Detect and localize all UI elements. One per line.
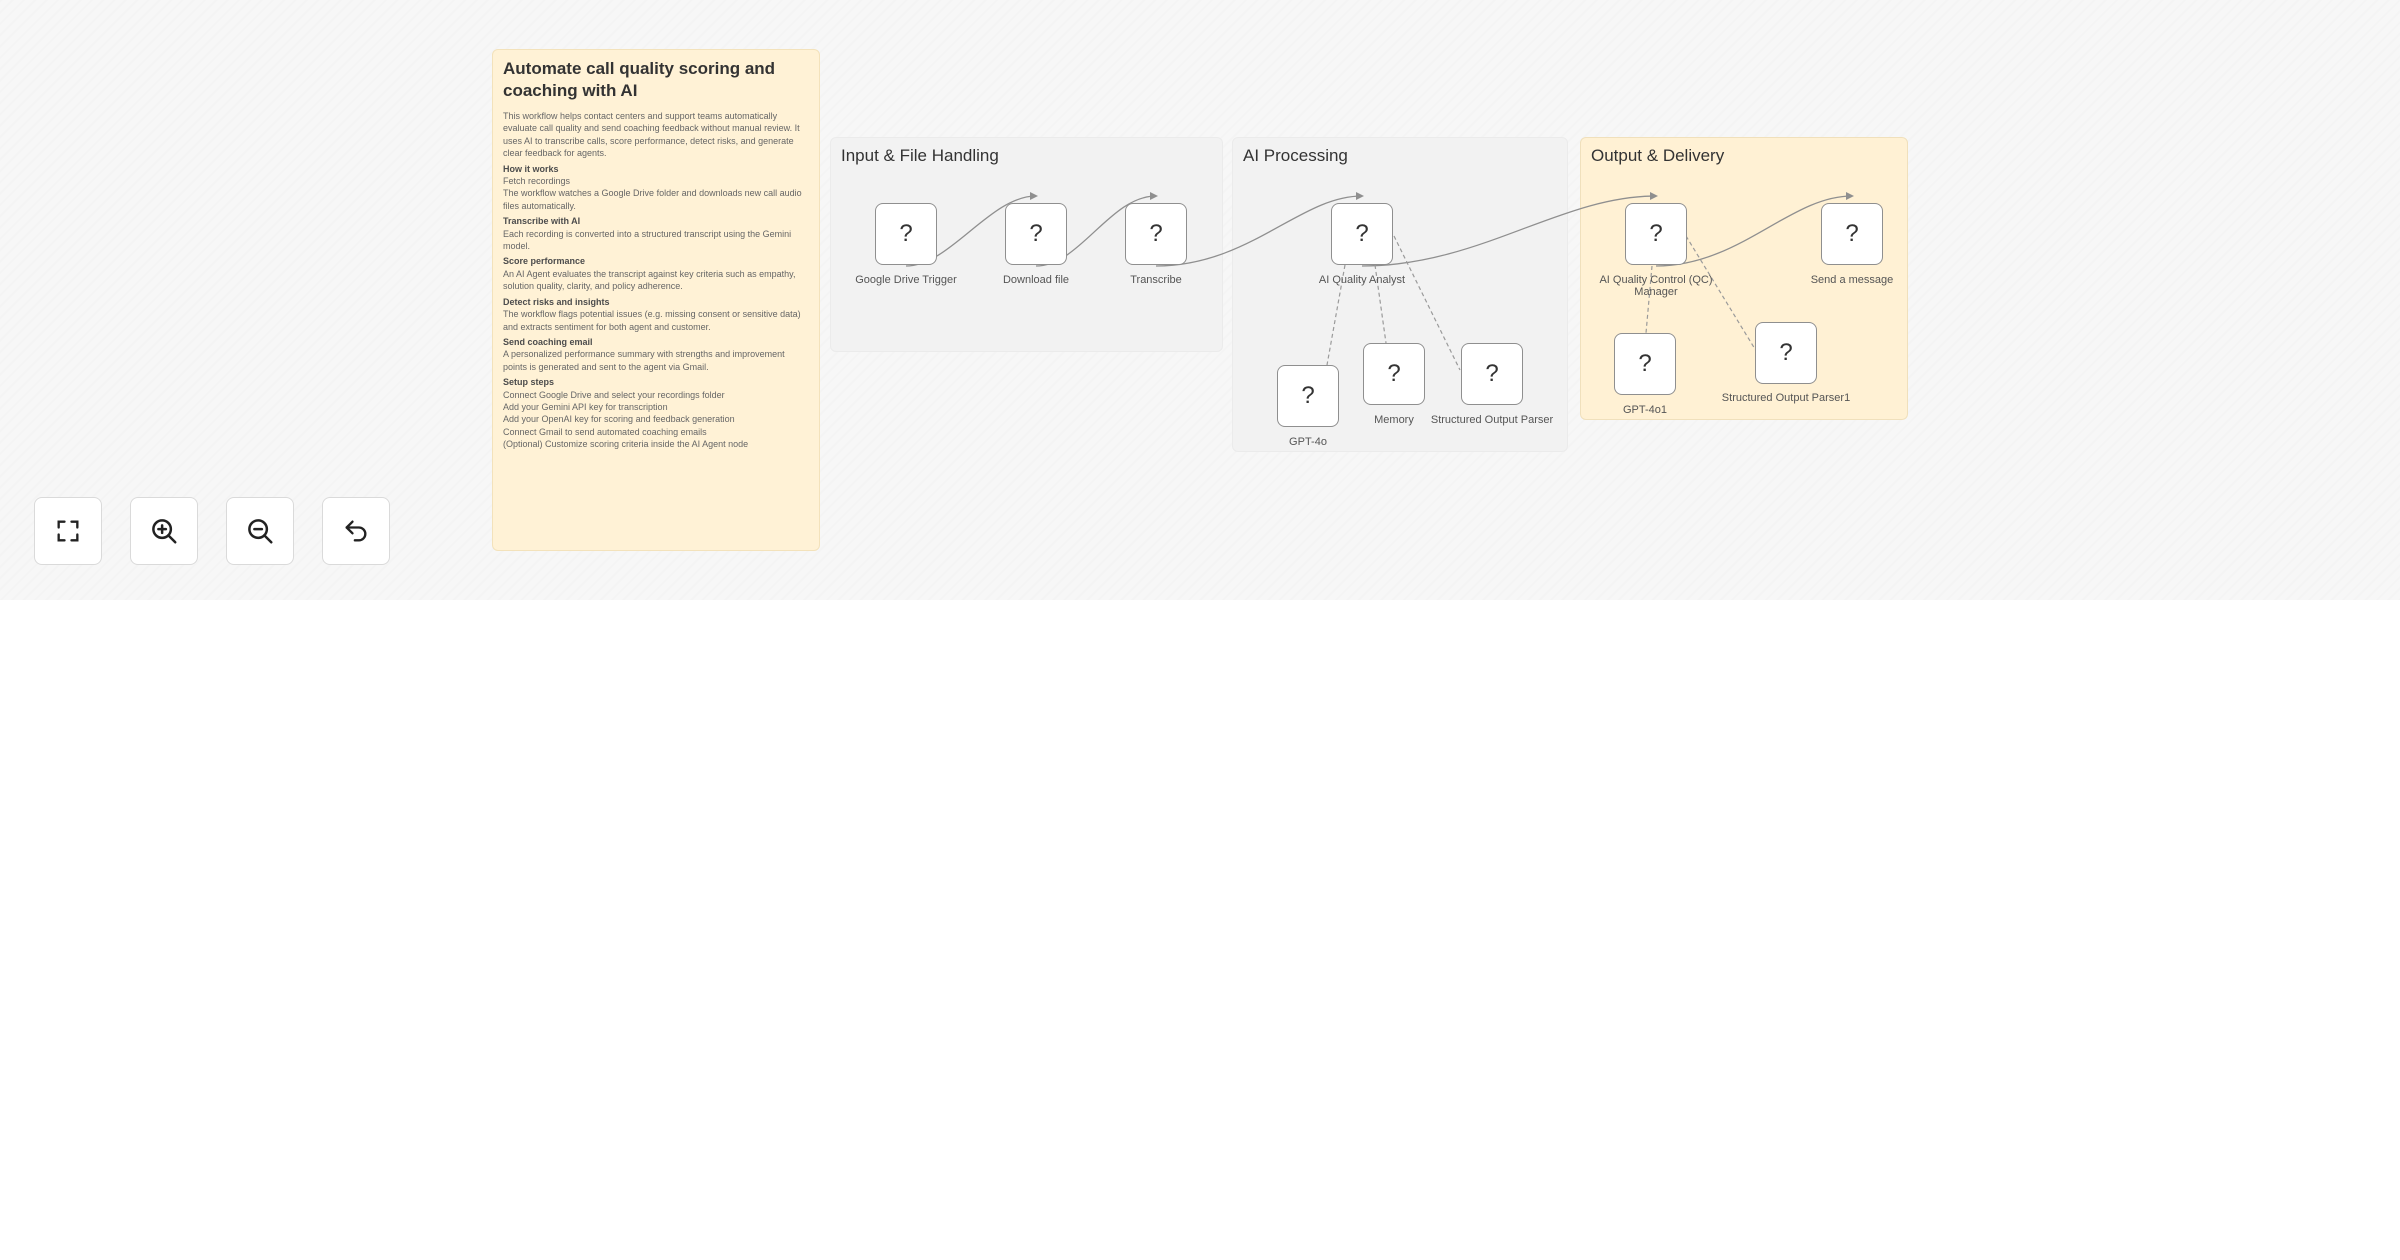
node-gpt-4o1[interactable] bbox=[1614, 333, 1676, 395]
note-text-risks: The workflow flags potential issues (e.g. missing consent or sensitive data) and extracts sentiment for both agent and customer. bbox=[503, 309, 801, 332]
node-label-structured-output-parser: Structured Output Parser bbox=[1430, 414, 1554, 426]
note-text-transcribe: Each recording is converted into a structured transcript using the Gemini model. bbox=[503, 228, 792, 252]
node-label-transcribe: Transcribe bbox=[1130, 274, 1182, 286]
node-label-google-drive-trigger: Google Drive Trigger bbox=[855, 274, 957, 286]
zoom-out-button[interactable] bbox=[226, 497, 294, 565]
node-structured-output-parser1[interactable] bbox=[1755, 322, 1817, 384]
note-heading-transcribe: Transcribe with AI bbox=[503, 216, 581, 227]
group-title-input: Input & File Handling bbox=[841, 146, 999, 165]
zoom-in-button[interactable] bbox=[130, 497, 198, 565]
unknown-node-icon: ? bbox=[1029, 220, 1043, 247]
fit-view-button[interactable] bbox=[34, 497, 102, 565]
note-intro: This workflow helps contact centers and support teams automatically evaluate call quality and send coaching feedback without manual review. It uses AI to transcribe calls, score performance, detect risks, and generate clear feedback for agents. bbox=[503, 111, 800, 159]
note-heading-email: Send coaching email bbox=[503, 336, 593, 347]
note-heading-risks: Detect risks and insights bbox=[503, 296, 610, 307]
node-download-file[interactable] bbox=[1005, 203, 1067, 265]
note-heading-setup: Setup steps bbox=[503, 377, 555, 388]
node-transcribe[interactable] bbox=[1125, 203, 1187, 265]
note-text-fetch: The workflow watches a Google Drive folder and downloads new call audio files automatically. bbox=[503, 188, 802, 211]
note-body bbox=[503, 110, 809, 451]
sticky-note-overview[interactable] bbox=[492, 49, 820, 551]
note-heading-how: How it works bbox=[503, 163, 559, 174]
note-title: Automate call quality scoring and coaching with AI bbox=[503, 59, 776, 100]
unknown-node-icon: ? bbox=[899, 220, 913, 247]
note-heading-score: Score performance bbox=[503, 256, 586, 267]
node-label-gpt-4o: GPT-4o bbox=[1289, 436, 1327, 448]
fullscreen-icon bbox=[54, 517, 82, 545]
node-label-ai-quality-analyst: AI Quality Analyst bbox=[1318, 274, 1406, 286]
unknown-node-icon: ? bbox=[1649, 220, 1663, 247]
unknown-node-icon: ? bbox=[1355, 220, 1369, 247]
unknown-node-icon: ? bbox=[1779, 339, 1793, 366]
node-label-structured-output-parser1: Structured Output Parser1 bbox=[1721, 392, 1851, 404]
node-google-drive-trigger[interactable] bbox=[875, 203, 937, 265]
unknown-node-icon: ? bbox=[1485, 360, 1499, 387]
node-ai-quality-control-manager[interactable] bbox=[1625, 203, 1687, 265]
reset-zoom-button[interactable] bbox=[322, 497, 390, 565]
undo-icon bbox=[342, 517, 370, 545]
note-subheading-fetch: Fetch recordings bbox=[503, 176, 571, 187]
unknown-node-icon: ? bbox=[1149, 220, 1163, 247]
unknown-node-icon: ? bbox=[1638, 350, 1652, 377]
zoom-in-icon bbox=[149, 516, 179, 546]
node-label-send-a-message: Send a message bbox=[1810, 274, 1894, 286]
node-memory[interactable] bbox=[1363, 343, 1425, 405]
node-label-gpt-4o1: GPT-4o1 bbox=[1622, 404, 1668, 416]
node-structured-output-parser[interactable] bbox=[1461, 343, 1523, 405]
node-label-memory: Memory bbox=[1374, 414, 1414, 426]
setup-step: (Optional) Customize scoring criteria inside the AI Agent node bbox=[503, 439, 749, 450]
setup-step: Add your Gemini API key for transcription bbox=[503, 401, 668, 412]
node-label-download-file: Download file bbox=[1002, 274, 1070, 286]
unknown-node-icon: ? bbox=[1387, 360, 1401, 387]
node-send-a-message[interactable] bbox=[1821, 203, 1883, 265]
zoom-out-icon bbox=[245, 516, 275, 546]
group-title-output: Output & Delivery bbox=[1591, 146, 1725, 165]
setup-step: Add your OpenAI key for scoring and feedback generation bbox=[503, 414, 735, 425]
group-title-ai: AI Processing bbox=[1243, 146, 1348, 165]
node-label-ai-quality-control-manager: AI Quality Control (QC) Manager bbox=[1599, 274, 1713, 298]
setup-step: Connect Google Drive and select your recordings folder bbox=[503, 389, 725, 400]
setup-step: Connect Gmail to send automated coaching emails bbox=[503, 426, 707, 437]
workflow-canvas[interactable] bbox=[0, 0, 2400, 600]
node-ai-quality-analyst[interactable] bbox=[1331, 203, 1393, 265]
note-text-email: A personalized performance summary with strengths and improvement points is generated and sent to the agent via Gmail. bbox=[503, 349, 785, 372]
unknown-node-icon: ? bbox=[1845, 220, 1859, 247]
note-text-score: An AI Agent evaluates the transcript against key criteria such as empathy, solution quality, clarity, and policy adherence. bbox=[503, 268, 796, 292]
unknown-node-icon: ? bbox=[1301, 382, 1315, 409]
